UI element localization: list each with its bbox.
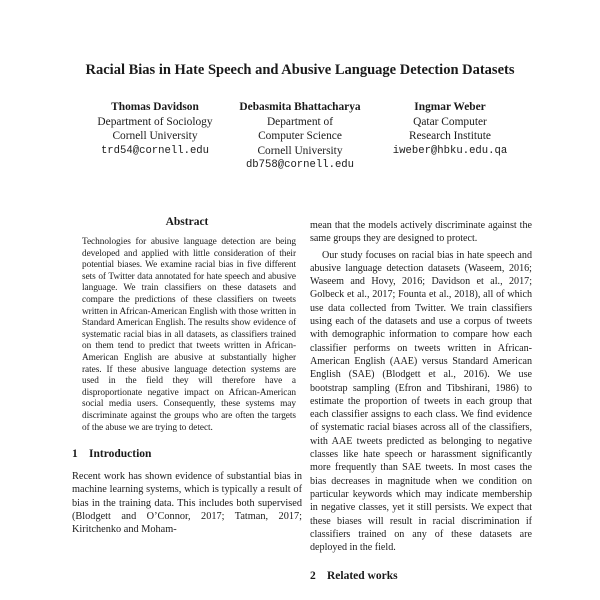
section-title: Introduction xyxy=(89,448,152,461)
introduction-heading xyxy=(72,448,302,460)
section-number: 1 xyxy=(72,448,78,461)
left-column xyxy=(72,216,302,536)
author-name: Debasmita Bhattacharya xyxy=(239,101,361,113)
author-name: Thomas Davidson xyxy=(111,101,199,113)
abstract-heading: Abstract xyxy=(165,216,209,228)
author-affiliation: Research Institute xyxy=(409,130,491,142)
author-affiliation: Computer Science xyxy=(258,130,342,142)
right-column xyxy=(310,219,532,592)
related-work-heading xyxy=(310,570,532,582)
body-paragraph: Our study focuses on racial bias in hate speech and abusive language detection datasets (Waseem, 2016; Waseem and Hovy, 2016; Davidson et al., 2017; Golbeck et al., 2017; Founta et al., 2018), all of which use data collected from Twitter. We train classifiers using each of the datasets and use a corpus of tweets with demographic information to compare how each classifier performs on tweets written in African-American English (AAE) versus Standard American English (SAE) (Blodgett et al., 2016). We use bootstrap sampling (Efron and Tibshirani, 1986) to estimate the proportion of tweets in each group that each classifier assigns to each class. We find evidence of systematic racial biases across all of the classifiers, with AAE tweets predicted as belonging to negative classes like hate speech or harassment significantly more frequently than SAE tweets. In most cases the bias decreases in magnitude when we condition on particular keywords which may indicate membership in negative classes, yet it still persists. We expect that these biases will result in racial discrimination if classifiers trained on any of these datasets are deployed in the field. xyxy=(310,249,532,554)
author-block-2 xyxy=(218,100,382,173)
author-block-3 xyxy=(370,100,530,158)
author-affiliation: Qatar Computer xyxy=(413,115,487,128)
author-affiliation: Department of Sociology xyxy=(97,115,213,128)
author-affiliation: Cornell University xyxy=(257,144,343,157)
author-affiliation: Department of xyxy=(266,115,334,128)
section-title: Related works xyxy=(327,570,398,583)
author-affiliation: Cornell University xyxy=(112,130,198,142)
author-block-1 xyxy=(75,100,235,158)
introduction-text: Recent work has shown evidence of substantial bias in machine learning systems, which is typically a result of bias in the training data. This includes both supervised (Blodgett and O’Connor, 2017; Tatman, 2017; Kiritchenko and Moham- xyxy=(72,471,302,535)
paper-title: Racial Bias in Hate Speech and Abusive Language Detection Datasets xyxy=(85,62,515,78)
author-name: Ingmar Weber xyxy=(414,101,486,113)
section-number: 2 xyxy=(310,570,316,583)
author-email: trd54@cornell.edu xyxy=(100,144,210,157)
abstract-text: Technologies for abusive language detection are being developed and applied with little consideration of their potential biases. We examine racial bias in five different sets of Twitter data annotated for hate speech and abusive language. We train classifiers on these datasets and compare the predictions of these classifiers on tweets written in African-American English with those written in Standard American English. The results show evidence of systematic racial bias in all datasets, as classifiers trained on them tend to predict that tweets written in African-American English are abusive at substantially higher rates. If these abusive language detection systems are used in the field they will therefore have a disproportionate negative impact on African-American social media users. Consequently, these systems may discriminate against the groups who are often the targets of the abuse we are trying to detect. xyxy=(82,237,296,433)
author-email: iweber@hbku.edu.qa xyxy=(392,144,508,157)
continuation-text: mean that the models actively discriminate against the same groups they are designed to protect. xyxy=(310,220,532,245)
author-email: db758@cornell.edu xyxy=(245,159,355,171)
